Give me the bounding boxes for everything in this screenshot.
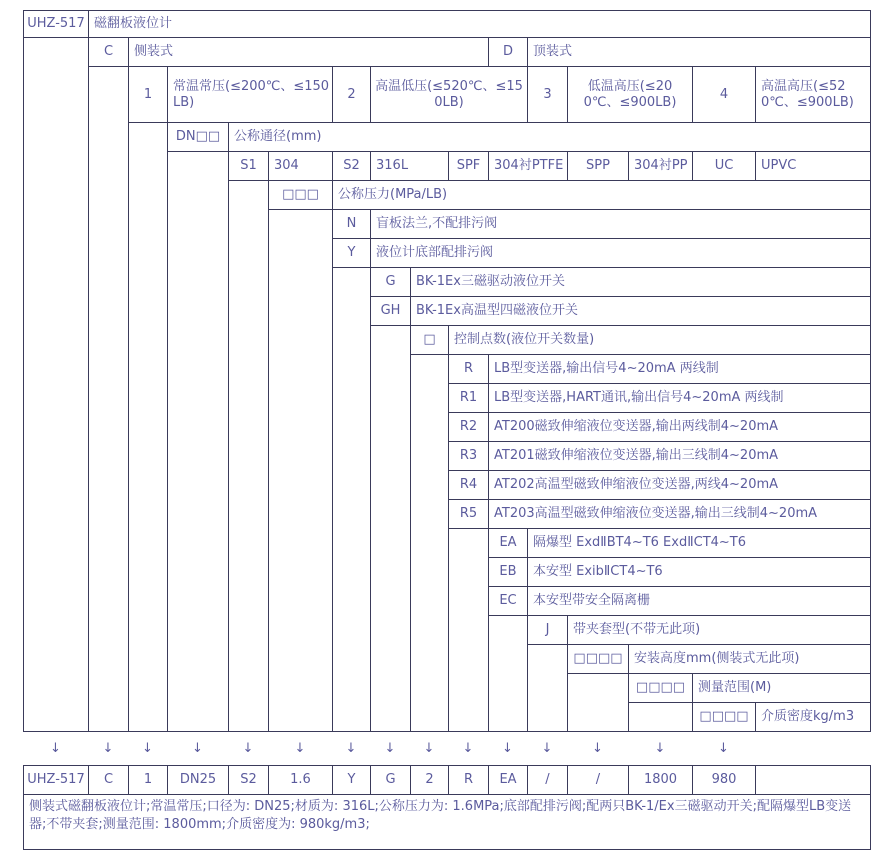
row-model xyxy=(24,11,871,38)
indent-cell xyxy=(568,674,629,732)
transmitter-code-r2: R2 xyxy=(449,413,489,442)
material-code-s2: S2 xyxy=(333,152,371,181)
switch-label-gh: BK-1Ex高温型四磁液位开关 xyxy=(411,297,871,326)
arrow-row-spacer xyxy=(755,734,870,763)
side-mount-label: 侧装式 xyxy=(129,38,489,67)
down-arrow-icon: ↓ xyxy=(242,740,254,756)
explosion-code-ec: EC xyxy=(489,587,528,616)
material-label-uc: UPVC xyxy=(756,152,871,181)
down-arrow-icon: ↓ xyxy=(592,740,603,756)
transmitter-code-r3: R3 xyxy=(449,442,489,471)
explosion-label-ec: 本安型带安全隔离栅 xyxy=(528,587,871,616)
temp-pressure-label-2: 高温低压(≤520℃、≤150LB) xyxy=(371,67,528,123)
product-name: 磁翻板液位计 xyxy=(89,11,871,38)
pressure-code: □□□ xyxy=(269,181,333,210)
transmitter-label-r2: AT200磁致伸缩液位变送器,输出两线制4~20mA xyxy=(489,413,871,442)
model-selection-table xyxy=(23,10,871,732)
jacket-label: 带夹套型(不带无此项) xyxy=(568,616,871,645)
example-value-diameter: DN25 xyxy=(168,766,229,795)
transmitter-code-r1: R1 xyxy=(449,384,489,413)
down-arrow-icon: ↓ xyxy=(192,740,203,756)
indent-cell xyxy=(449,529,489,732)
temp-pressure-code-1: 1 xyxy=(129,67,168,123)
example-value-switch: G xyxy=(371,766,411,795)
temp-pressure-code-2: 2 xyxy=(333,67,371,123)
measure-range-code: □□□□ xyxy=(629,674,693,703)
switch-code-g: G xyxy=(371,268,411,297)
switch-label-g: BK-1Ex三磁驱动液位开关 xyxy=(411,268,871,297)
control-points-code: □ xyxy=(411,326,449,355)
down-arrow-icon: ↓ xyxy=(718,740,729,756)
down-arrow-icon: ↓ xyxy=(541,740,553,756)
transmitter-label-r: LB型变送器,输出信号4~20mA 两线制 xyxy=(489,355,871,384)
row-diameter xyxy=(24,123,871,152)
material-label-s1: 304 xyxy=(269,152,333,181)
pressure-label: 公称压力(MPa/LB) xyxy=(333,181,871,210)
install-height-label: 安装高度mm(侧装式无此项) xyxy=(629,645,871,674)
diameter-code: DN□□ xyxy=(168,123,229,152)
drain-code-n: N xyxy=(333,210,371,239)
explosion-label-ea: 隔爆型 ExdⅡBT4~T6 ExdⅡCT4~T6 xyxy=(528,529,871,558)
indent-cell xyxy=(229,181,269,732)
transmitter-label-r3: AT201磁致伸缩液位变送器,输出三线制4~20mA xyxy=(489,442,871,471)
medium-density-label: 介质密度kg/m3 xyxy=(756,703,871,732)
transmitter-code-r: R xyxy=(449,355,489,384)
down-arrow-icon: ↓ xyxy=(50,740,61,756)
medium-density-code: □□□□ xyxy=(693,703,756,732)
explosion-code-ea: EA xyxy=(489,529,528,558)
install-height-code: □□□□ xyxy=(568,645,629,674)
transmitter-label-r5: AT203高温型磁致伸缩液位变送器,输出三线制4~20mA xyxy=(489,500,871,529)
transmitter-label-r4: AT202高温型磁致伸缩液位变送器,两线4~20mA xyxy=(489,471,871,500)
explosion-label-eb: 本安型 ExibⅡCT4~T6 xyxy=(528,558,871,587)
temp-pressure-code-3: 3 xyxy=(528,67,568,123)
row-temp-pressure xyxy=(24,67,871,123)
temp-pressure-code-4: 4 xyxy=(693,67,756,123)
indent-cell xyxy=(333,268,371,732)
temp-pressure-label-1: 常温常压(≤200℃、≤150LB) xyxy=(168,67,333,123)
indent-cell xyxy=(629,703,693,732)
indent-cell xyxy=(489,616,528,732)
example-value-temp-pressure: 1 xyxy=(129,766,168,795)
example-value-model: UHZ-517 xyxy=(24,766,89,795)
switch-code-gh: GH xyxy=(371,297,411,326)
down-arrow-icon: ↓ xyxy=(142,740,153,756)
down-arrow-icon: ↓ xyxy=(462,740,474,756)
transmitter-code-r5: R5 xyxy=(449,500,489,529)
drain-label-n: 盲板法兰,不配排污阀 xyxy=(371,210,871,239)
example-value-transmitter: R xyxy=(449,766,489,795)
example-code-row xyxy=(24,766,871,795)
jacket-code: J xyxy=(528,616,568,645)
drain-code-y: Y xyxy=(333,239,371,268)
example-value-install-height: / xyxy=(568,766,629,795)
example-value-empty xyxy=(756,766,871,795)
indent-cell xyxy=(168,152,229,732)
temp-pressure-label-3: 低温高压(≤200℃、≤900LB) xyxy=(568,67,693,123)
indent-cell xyxy=(24,38,89,732)
arrow-row xyxy=(23,734,870,763)
example-value-density: 980 xyxy=(693,766,756,795)
down-arrow-icon: ↓ xyxy=(502,740,513,756)
example-description: 侧装式磁翻板液位计;常温常压;口径为: DN25;材质为: 316L;公称压力为: 1.6MPa;底部配排污阀;配两只BK-1/Ex三磁驱动开关;配隔爆型LB变送器;不带夹套;测量范围: 1800mm;介质密度为: 980kg/m3; xyxy=(24,795,871,850)
example-value-material: S2 xyxy=(229,766,269,795)
example-value-pressure: 1.6 xyxy=(269,766,333,795)
indent-cell xyxy=(411,355,449,732)
temp-pressure-label-4: 高温高压(≤520℃、≤900LB) xyxy=(756,67,871,123)
down-arrow-icon: ↓ xyxy=(102,740,114,756)
example-value-drain: Y xyxy=(333,766,371,795)
indent-cell xyxy=(371,326,411,732)
measure-range-label: 测量范围(M) xyxy=(693,674,871,703)
control-points-label: 控制点数(液位开关数量) xyxy=(449,326,871,355)
material-code-s1: S1 xyxy=(229,152,269,181)
model-code: UHZ-517 xyxy=(24,11,89,38)
down-arrow-icon: ↓ xyxy=(294,740,306,756)
material-code-uc: UC xyxy=(693,152,756,181)
example-value-measure-range: 1800 xyxy=(629,766,693,795)
down-arrow-icon: ↓ xyxy=(654,740,666,756)
indent-cell xyxy=(528,645,568,732)
side-mount-code: C xyxy=(89,38,129,67)
indent-cell xyxy=(269,210,333,732)
down-arrow-icon: ↓ xyxy=(384,740,396,756)
example-description-row xyxy=(24,795,871,850)
example-code-table xyxy=(23,765,871,850)
diameter-label: 公称通径(mm) xyxy=(229,123,871,152)
example-value-jacket: / xyxy=(528,766,568,795)
example-value-explosion: EA xyxy=(489,766,528,795)
example-value-mounting: C xyxy=(89,766,129,795)
indent-cell xyxy=(89,67,129,732)
material-label-spf: 304衬PTFE xyxy=(489,152,568,181)
material-code-spp: SPP xyxy=(568,152,629,181)
material-code-spf: SPF xyxy=(449,152,489,181)
row-mounting xyxy=(24,38,871,67)
transmitter-label-r1: LB型变送器,HART通讯,输出信号4~20mA 两线制 xyxy=(489,384,871,413)
top-mount-code: D xyxy=(489,38,528,67)
explosion-code-eb: EB xyxy=(489,558,528,587)
indent-cell xyxy=(129,123,168,732)
example-value-control-points: 2 xyxy=(411,766,449,795)
material-label-spp: 304衬PP xyxy=(629,152,693,181)
down-arrow-icon: ↓ xyxy=(423,740,435,756)
down-arrow-icon: ↓ xyxy=(345,740,357,756)
material-label-s2: 316L xyxy=(371,152,449,181)
transmitter-code-r4: R4 xyxy=(449,471,489,500)
drain-label-y: 液位计底部配排污阀 xyxy=(371,239,871,268)
top-mount-label: 顶装式 xyxy=(528,38,871,67)
